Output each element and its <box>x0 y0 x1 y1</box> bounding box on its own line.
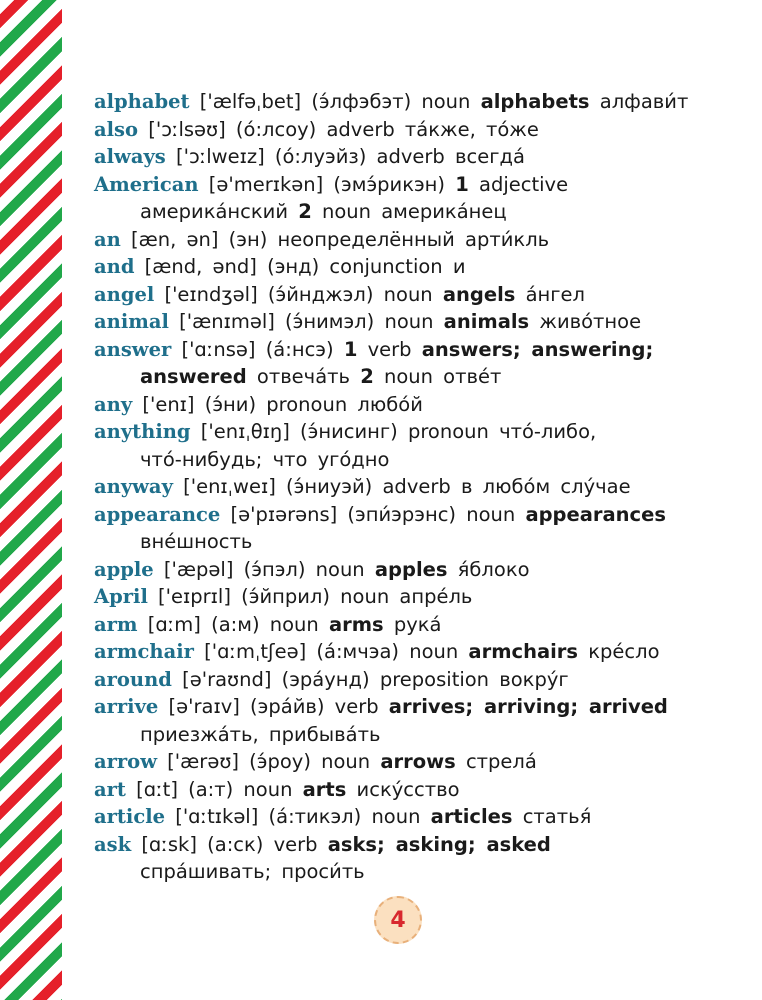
entry-line <box>94 226 734 254</box>
dictionary-entries <box>94 88 734 886</box>
entry-text: ['ænɪməl] (э́нимэл) noun <box>168 310 444 333</box>
headword: animal <box>94 310 169 333</box>
entry-text: иску́сство <box>346 777 460 801</box>
headword: art <box>94 777 126 801</box>
entry-line <box>94 143 734 171</box>
entry-continuation-line <box>94 721 734 749</box>
headword: article <box>94 805 166 828</box>
dictionary-entry <box>94 116 734 144</box>
bold-form: alphabets <box>480 90 590 113</box>
entry-text: [ɑːsk] (а:ск) verb <box>131 832 328 856</box>
entry-text: ['æpəl] (э́пэл) noun <box>153 557 375 581</box>
entry-text: [ə'raʊnd] (эра́унд) preposition вокру́г <box>171 667 569 691</box>
entry-text: что́-нибудь; что уго́дно <box>140 447 390 471</box>
dictionary-entry <box>94 831 734 886</box>
bold-form: appearances <box>525 502 666 526</box>
entry-text: [ə'pɪərəns] (эпи́эрэнс) noun <box>220 502 526 526</box>
entry-text: adjective <box>468 172 569 196</box>
entry-line <box>94 336 734 364</box>
entry-continuation-line <box>94 446 734 474</box>
entry-text: [ɑːt] (а:т) noun <box>125 777 303 801</box>
entry-line <box>94 171 734 199</box>
entry-line <box>94 748 734 776</box>
entry-text: алфави́т <box>589 90 689 113</box>
bold-form: answered <box>140 365 247 388</box>
entry-line <box>94 308 734 336</box>
dictionary-entry <box>94 748 734 776</box>
entry-text: ['ɑːmˌtʃeə] (а́:мчэа) noun <box>193 640 469 663</box>
bold-form: angels <box>442 282 516 306</box>
entry-text: ['ælfəˌbet] (э́лфэбэт) noun <box>189 90 481 113</box>
headword: armchair <box>94 640 194 663</box>
entry-continuation-line <box>94 363 734 391</box>
headword: alphabet <box>94 90 190 113</box>
entry-text: ['ɑːtɪkəl] (а́:тикэл) noun <box>165 805 431 828</box>
headword: anything <box>94 420 191 443</box>
headword: arrow <box>94 750 157 773</box>
dictionary-entry <box>94 583 734 611</box>
entry-text: ['ɑːnsə] (а́:нсэ) <box>171 337 344 361</box>
headword: apple <box>94 557 154 581</box>
entry-text: ['ærəʊ] (э́роу) noun <box>156 750 381 773</box>
entry-text: америка́нский <box>140 200 299 223</box>
entry-line <box>94 116 734 144</box>
bold-form: arms <box>328 612 384 636</box>
entry-line <box>94 583 734 611</box>
headword: April <box>94 585 148 608</box>
entry-text: ['enɪ] (э́ни) pronoun любо́й <box>132 392 423 416</box>
entry-text: стрела́ <box>455 750 537 773</box>
headword: also <box>94 117 139 141</box>
entry-text: спра́шивать; проси́ть <box>140 860 365 883</box>
bold-form: animals <box>443 310 530 333</box>
entry-line <box>94 556 734 584</box>
entry-text: а́нгел <box>515 282 585 306</box>
entry-line <box>94 803 734 831</box>
dictionary-entry <box>94 473 734 501</box>
entry-continuation-line <box>94 858 734 886</box>
entry-text: ['enɪˌweɪ] (э́ниуэй) adverb в любо́м слу́чае <box>172 475 631 498</box>
entry-text: ['eɪndʒəl] (э́йнджэл) noun <box>154 282 443 306</box>
entry-text: noun отве́т <box>373 365 502 388</box>
entry-text: [ɑːm] (а:м) noun <box>137 612 329 636</box>
entry-text: кре́сло <box>578 640 660 663</box>
bold-form: arrives; arriving; arrived <box>388 695 668 718</box>
entry-text: живо́тное <box>529 310 642 333</box>
entry-line <box>94 666 734 694</box>
entry-text: [æn, ən] (эн) неопределённый арти́кль <box>120 227 550 251</box>
decorative-stripe-border <box>0 0 62 1000</box>
bold-form: articles <box>430 805 513 828</box>
bold-form: apples <box>374 557 448 581</box>
entry-line <box>94 831 734 859</box>
entry-text: приезжа́ть, прибыва́ть <box>140 722 381 746</box>
entry-line <box>94 473 734 501</box>
headword: around <box>94 667 172 691</box>
entry-text: статья́ <box>512 805 592 828</box>
entry-text: ['ɔːlweɪz] (о́:луэйз) adverb всегда́ <box>165 145 525 168</box>
headword: arrive <box>94 695 159 718</box>
dictionary-entry <box>94 501 734 556</box>
bold-form: asks; asking; asked <box>327 832 551 856</box>
dictionary-entry <box>94 638 734 666</box>
entry-text: noun америка́нец <box>311 200 507 223</box>
entry-text: отвеча́ть <box>246 365 361 388</box>
headword: and <box>94 255 135 278</box>
dictionary-entry <box>94 308 734 336</box>
dictionary-entry <box>94 611 734 639</box>
headword: ask <box>94 832 132 856</box>
dictionary-entry <box>94 226 734 254</box>
dictionary-entry <box>94 253 734 281</box>
dictionary-entry <box>94 418 734 473</box>
headword: anyway <box>94 475 173 498</box>
dictionary-entry <box>94 281 734 309</box>
page-number: 4 <box>390 907 406 933</box>
dictionary-entry <box>94 776 734 804</box>
bold-form: armchairs <box>468 640 579 663</box>
entry-line <box>94 611 734 639</box>
bold-form: 2 <box>360 365 374 388</box>
bold-form: arrows <box>380 750 456 773</box>
entry-line <box>94 776 734 804</box>
headword: any <box>94 392 133 416</box>
dictionary-entry <box>94 88 734 116</box>
headword: answer <box>94 337 172 361</box>
entry-continuation-line <box>94 198 734 226</box>
entry-text: рука́ <box>383 612 442 636</box>
bold-form: arts <box>302 777 347 801</box>
headword: angel <box>94 282 155 306</box>
dictionary-entry <box>94 143 734 171</box>
headword: arm <box>94 612 138 636</box>
dictionary-entry <box>94 666 734 694</box>
entry-text: ['ɔːlsəʊ] (о́:лсоу) adverb та́кже, то́же <box>138 117 539 141</box>
bold-form: 1 <box>455 172 469 196</box>
dictionary-entry <box>94 556 734 584</box>
dictionary-entry <box>94 391 734 419</box>
entry-line <box>94 418 734 446</box>
entry-text: я́блоко <box>447 557 530 581</box>
page-number-badge <box>374 896 422 944</box>
entry-text: [ænd, ənd] (энд) conjunction и <box>134 255 466 278</box>
dictionary-entry <box>94 336 734 391</box>
entry-line <box>94 281 734 309</box>
entry-line <box>94 638 734 666</box>
dictionary-entry <box>94 171 734 226</box>
entry-line <box>94 693 734 721</box>
dictionary-entry <box>94 693 734 748</box>
entry-text: ['enɪˌθɪŋ] (э́нисинг) pronoun что́-либо, <box>190 420 597 443</box>
entry-line <box>94 501 734 529</box>
entry-line <box>94 253 734 281</box>
entry-line <box>94 88 734 116</box>
entry-text: verb <box>357 337 422 361</box>
entry-text: вне́шность <box>140 530 253 553</box>
headword: appearance <box>94 502 221 526</box>
bold-form: 1 <box>343 337 358 361</box>
bold-form: answers; answering; <box>421 337 654 361</box>
headword: American <box>94 172 199 196</box>
entry-continuation-line <box>94 528 734 556</box>
dictionary-entry <box>94 803 734 831</box>
headword: an <box>94 227 121 251</box>
bold-form: 2 <box>298 200 312 223</box>
entry-text: [ə'merɪkən] (эмэ́рикэн) <box>198 172 456 196</box>
headword: always <box>94 145 166 168</box>
entry-text: [ə'raɪv] (эра́йв) verb <box>158 695 389 718</box>
entry-line <box>94 391 734 419</box>
entry-text: ['eɪprɪl] (э́йприл) noun апре́ль <box>147 585 473 608</box>
